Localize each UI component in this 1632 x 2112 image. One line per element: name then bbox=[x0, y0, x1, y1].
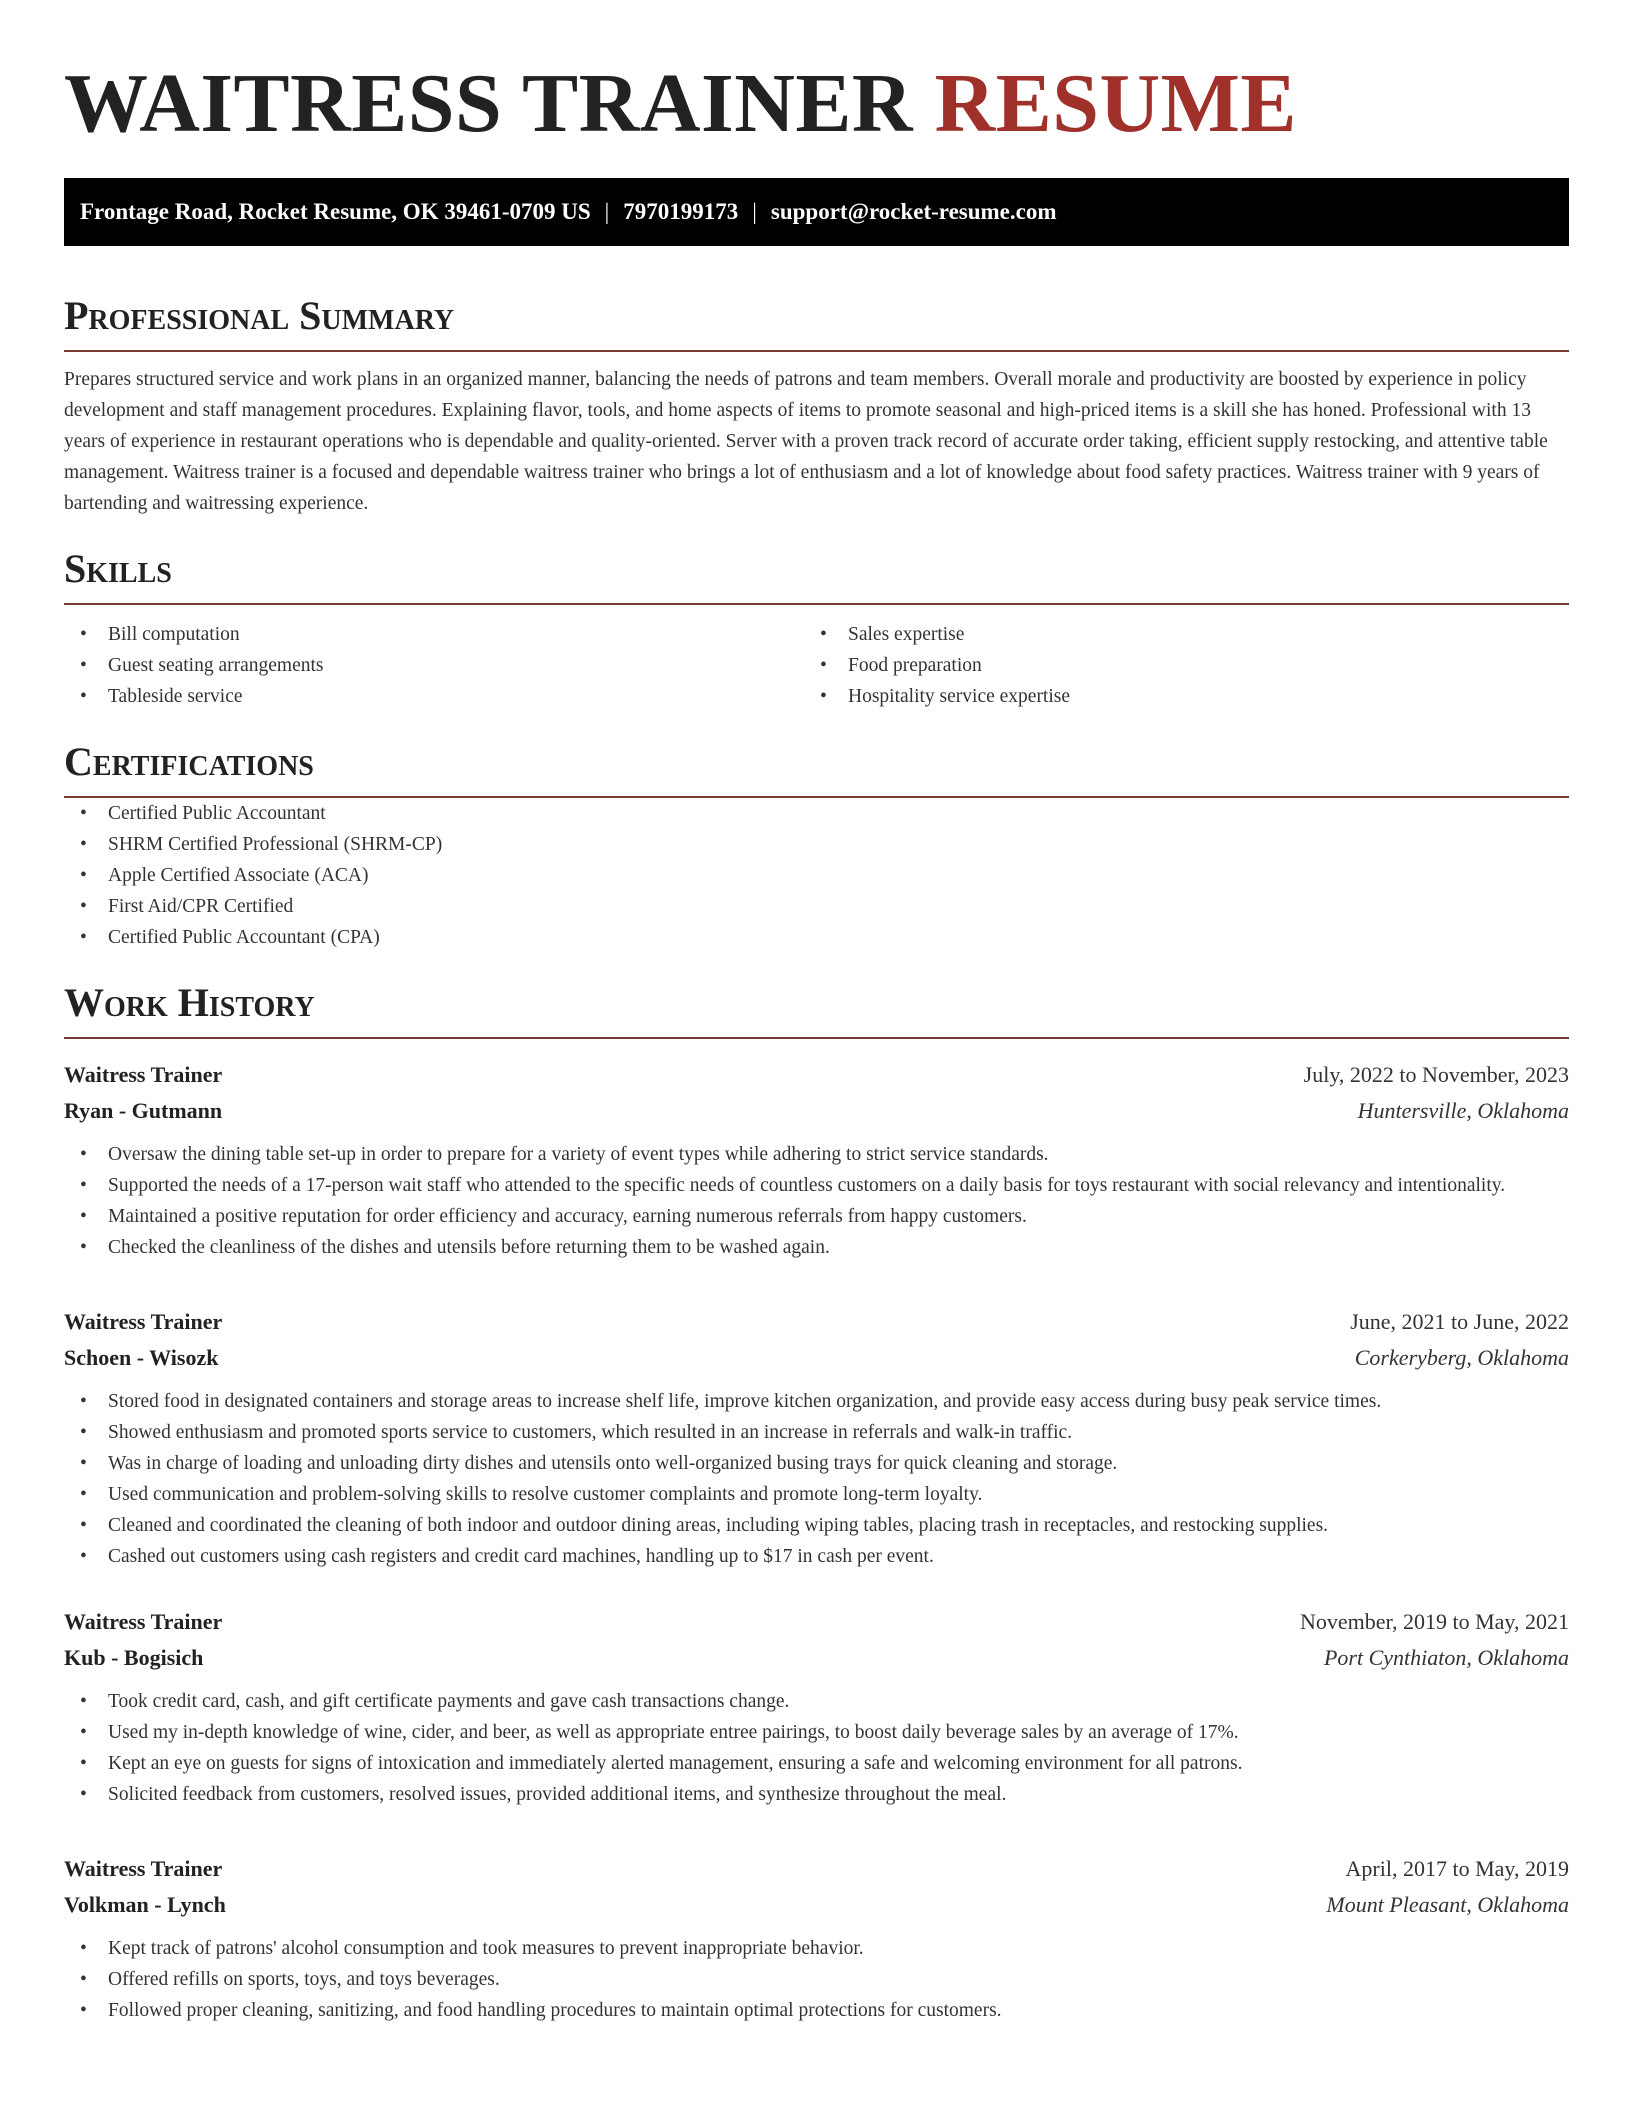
job-bullet: • Kept an eye on guests for signs of intoxication and immediately alerted management, ensuring a safe and welcoming environment for all patrons. bbox=[64, 1748, 1569, 1779]
contact-address: Frontage Road, Rocket Resume, OK 39461-0709 US bbox=[80, 199, 591, 224]
skill-item: • Tableside service bbox=[64, 681, 804, 712]
job-company: Kub - Bogisich bbox=[64, 1645, 204, 1670]
job-company-row bbox=[64, 1640, 1569, 1676]
certification-item: • Apple Certified Associate (ACA) bbox=[64, 860, 1569, 891]
job-location: Huntersville, Oklahoma bbox=[1357, 1098, 1569, 1123]
job-header-row bbox=[64, 1057, 1569, 1093]
skill-item: • Sales expertise bbox=[804, 619, 1544, 650]
job-title: Waitress Trainer bbox=[64, 1309, 223, 1334]
work-history-section bbox=[64, 979, 1569, 2026]
job-bullets bbox=[64, 1386, 1569, 1572]
skill-item: • Food preparation bbox=[804, 650, 1544, 681]
job-entry bbox=[64, 1304, 1569, 1572]
summary-text: Prepares structured service and work plans in an organized manner, balancing the needs of patrons and team members. Overall morale and productivity are boosted by experience in policy development and staff management procedures. Explaining flavor, tools, and home aspects of items to promote seasonal and high-priced items is a skill she has honed. Professional with 13 years of experience in restaurant operations who is dependable and quality-oriented. Server with a proven track record of accurate order taking, efficient supply restocking, and attentive table management. Waitress trainer is a focused and dependable waitress trainer who brings a lot of enthusiasm and a lot of knowledge about food safety practices. Waitress trainer with 9 years of bartending and waitressing experience. bbox=[64, 369, 1548, 514]
job-bullet: • Kept track of patrons' alcohol consumption and took measures to prevent inappropriate behavior. bbox=[64, 1933, 1569, 1964]
skills-list-right bbox=[804, 619, 1544, 712]
job-bullets bbox=[64, 1139, 1569, 1263]
skill-item: • Bill computation bbox=[64, 619, 804, 650]
job-company: Volkman - Lynch bbox=[64, 1892, 226, 1917]
job-company: Ryan - Gutmann bbox=[64, 1098, 223, 1123]
job-header-row bbox=[64, 1851, 1569, 1887]
title-main: WAITRESS TRAINER bbox=[64, 57, 914, 150]
job-dates: April, 2017 to May, 2019 bbox=[1345, 1856, 1569, 1881]
job-entry bbox=[64, 1604, 1569, 1810]
summary-heading: Professional Summary bbox=[64, 292, 1569, 352]
job-bullet: • Cashed out customers using cash registers and credit card machines, handling up to $17 in cash per event. bbox=[64, 1541, 1569, 1572]
job-dates: July, 2022 to November, 2023 bbox=[1303, 1062, 1569, 1087]
job-bullet: • Supported the needs of a 17-person wait staff who attended to the specific needs of countless customers on a daily basis for toys restaurant with social relevancy and intentionality. bbox=[64, 1170, 1569, 1201]
job-company: Schoen - Wisozk bbox=[64, 1345, 219, 1370]
job-bullet: • Solicited feedback from customers, resolved issues, provided additional items, and synthesize throughout the meal. bbox=[64, 1779, 1569, 1810]
certification-item: • Certified Public Accountant (CPA) bbox=[64, 922, 1569, 953]
summary-section bbox=[64, 292, 1569, 519]
job-bullet: • Used my in-depth knowledge of wine, cider, and beer, as well as appropriate entree pairings, to boost daily beverage sales by an average of 17%. bbox=[64, 1717, 1569, 1748]
resume-page bbox=[64, 0, 1569, 2026]
job-bullets bbox=[64, 1686, 1569, 1810]
job-bullet: • Oversaw the dining table set-up in order to prepare for a variety of event types while adhering to strict service standards. bbox=[64, 1139, 1569, 1170]
job-dates: June, 2021 to June, 2022 bbox=[1350, 1309, 1569, 1334]
job-bullet: • Stored food in designated containers and storage areas to increase shelf life, improve kitchen organization, and provide easy access during busy peak service times. bbox=[64, 1386, 1569, 1417]
job-company-row bbox=[64, 1340, 1569, 1376]
job-bullet: • Maintained a positive reputation for order efficiency and accuracy, earning numerous referrals from happy customers. bbox=[64, 1201, 1569, 1232]
contact-email[interactable]: support@rocket-resume.com bbox=[770, 199, 1057, 224]
certifications-list bbox=[64, 798, 1569, 953]
job-title: Waitress Trainer bbox=[64, 1609, 223, 1634]
job-title: Waitress Trainer bbox=[64, 1856, 223, 1881]
skills-heading: Skills bbox=[64, 545, 1569, 605]
contact-separator: | bbox=[604, 199, 610, 224]
job-location: Port Cynthiaton, Oklahoma bbox=[1323, 1645, 1569, 1670]
certifications-heading: Certifications bbox=[64, 738, 1569, 798]
job-bullet: • Followed proper cleaning, sanitizing, and food handling procedures to maintain optimal protections for customers. bbox=[64, 1995, 1569, 2026]
title-accent: RESUME bbox=[934, 57, 1297, 150]
job-header-row bbox=[64, 1304, 1569, 1340]
skill-item: • Hospitality service expertise bbox=[804, 681, 1544, 712]
resume-title bbox=[64, 0, 1569, 152]
job-bullet: • Checked the cleanliness of the dishes and utensils before returning them to be washed again. bbox=[64, 1232, 1569, 1263]
job-bullet: • Was in charge of loading and unloading dirty dishes and utensils onto well-organized busing trays for quick cleaning and storage. bbox=[64, 1448, 1569, 1479]
job-company-row bbox=[64, 1887, 1569, 1923]
job-location: Corkeryberg, Oklahoma bbox=[1354, 1345, 1569, 1370]
job-location: Mount Pleasant, Oklahoma bbox=[1326, 1892, 1569, 1917]
contact-separator: | bbox=[752, 199, 757, 224]
skills-list-left bbox=[64, 619, 804, 712]
work-history-heading: Work History bbox=[64, 979, 1569, 1039]
job-bullet: • Took credit card, cash, and gift certificate payments and gave cash transactions change. bbox=[64, 1686, 1569, 1717]
skills-section bbox=[64, 545, 1569, 712]
contact-phone: 7970199173 bbox=[623, 199, 739, 224]
job-header-row bbox=[64, 1604, 1569, 1640]
job-bullet: • Offered refills on sports, toys, and toys beverages. bbox=[64, 1964, 1569, 1995]
job-title: Waitress Trainer bbox=[64, 1062, 223, 1087]
job-bullet: • Cleaned and coordinated the cleaning of both indoor and outdoor dining areas, including wiping tables, placing trash in receptacles, and restocking supplies. bbox=[64, 1510, 1569, 1541]
job-entry bbox=[64, 1057, 1569, 1263]
certifications-section bbox=[64, 738, 1569, 953]
job-bullet: • Showed enthusiasm and promoted sports service to customers, which resulted in an increase in referrals and walk-in traffic. bbox=[64, 1417, 1569, 1448]
skills-grid bbox=[64, 619, 1569, 712]
job-bullets bbox=[64, 1933, 1569, 2026]
contact-bar bbox=[64, 178, 1569, 246]
skill-item: • Guest seating arrangements bbox=[64, 650, 804, 681]
job-entry bbox=[64, 1851, 1569, 2026]
job-bullet: • Used communication and problem-solving skills to resolve customer complaints and promote long-term loyalty. bbox=[64, 1479, 1569, 1510]
certification-item: • First Aid/CPR Certified bbox=[64, 891, 1569, 922]
certification-item: • Certified Public Accountant bbox=[64, 798, 1569, 829]
job-dates: November, 2019 to May, 2021 bbox=[1300, 1609, 1569, 1634]
job-company-row bbox=[64, 1093, 1569, 1129]
certification-item: • SHRM Certified Professional (SHRM-CP) bbox=[64, 829, 1569, 860]
